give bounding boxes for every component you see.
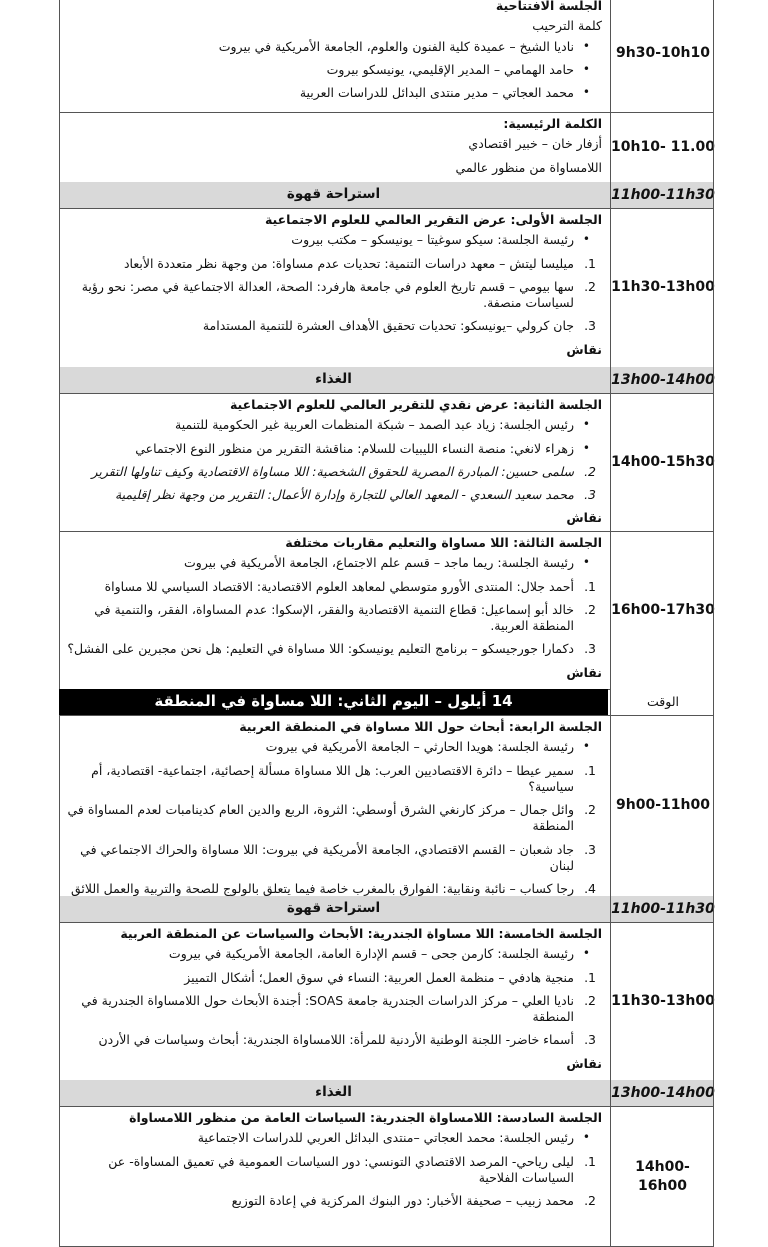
schedule-row-break bbox=[59, 182, 714, 209]
time-slot: 9h30-10h10 bbox=[610, 0, 715, 112]
session-title: الجلسة الثالثة: اللا مساواة والتعليم مقاربات مختلفة bbox=[285, 535, 602, 550]
item-number: .2 bbox=[584, 802, 596, 817]
item-number: .2 bbox=[584, 278, 596, 294]
item-text: سها بيومي – قسم تاريخ العلوم في جامعة هارفرد: الصحة، العدالة الاجتماعية في مصر: نحو رؤية لسياسات منصفة. bbox=[81, 278, 574, 310]
session-content bbox=[59, 1106, 608, 1246]
session-title: الجلسة السادسة: اللامساواة الجندرية: السياسات العامة من منظور اللامساواة bbox=[129, 1110, 602, 1125]
session-title: الجلسة الثانية: عرض نقدي للتقرير العالمي للعلوم الاجتماعية bbox=[229, 397, 602, 412]
list-item bbox=[65, 487, 602, 503]
list-item bbox=[65, 1032, 602, 1048]
list-item bbox=[65, 802, 602, 835]
item-number: .3 bbox=[584, 318, 596, 334]
speaker-item: • ناديا الشيخ – عميدة كلية الفنون والعلوم، الجامعة الأمريكية في بيروت bbox=[65, 39, 602, 55]
session-chair: • رئيسة الجلسة: كارمن جحى – قسم الإدارة العامة، الجامعة الأمريكية في بيروت bbox=[65, 946, 602, 962]
item-text: محمد سعيد السعدي - المعهد العالي للتجارة وإدارة الأعمال: التقرير من وجهة نظر إقليمية bbox=[114, 487, 574, 502]
list-item bbox=[65, 842, 602, 875]
time-slot: 14h00-16h00 bbox=[610, 1106, 714, 1246]
item-text: دكمارا جورجيسكو – برنامج التعليم يونيسكو: اللا مساواة في التعليم: هل نحن مجبرين على الفشل؟ bbox=[67, 641, 574, 657]
discussion-label: نقاش bbox=[566, 1055, 602, 1071]
item-number: .2 bbox=[584, 463, 596, 479]
item-text: ليلى رياحي- المرصد الاقتصادي التونسي: دور السياسات العمومية في تعميق المساواة- عن السياسات الفلاحية bbox=[108, 1153, 574, 1185]
session-chair: • رئيسة الجلسة: ريما ماجد – قسم علم الاجتماع، الجامعة الأمريكية في بيروت bbox=[65, 555, 602, 571]
list-item bbox=[65, 1154, 602, 1187]
list-item bbox=[65, 993, 602, 1026]
schedule-row-session-3 bbox=[59, 531, 714, 690]
item-text: وائل جمال – مركز كارنغي الشرق أوسطي: الثروة، الربع والدين العام كدينامبات لعدم المساواة في المنطقة bbox=[67, 802, 574, 834]
session-content bbox=[59, 0, 608, 112]
schedule-row-session-6 bbox=[59, 1106, 714, 1247]
session-content bbox=[59, 208, 608, 367]
session-title: الجلسة الافتتاحية bbox=[495, 0, 602, 13]
discussion-label: نقاش bbox=[566, 510, 602, 526]
session-title: الجلسة الخامسة: اللا مساواة الجندرية: الأبحاث والسياسات عن المنطقة العربية bbox=[120, 926, 602, 941]
time-slot: 11h00-11h30 bbox=[610, 896, 715, 922]
list-item bbox=[65, 763, 602, 796]
keynote-speaker: أزفار خان – خبير اقتصادي bbox=[468, 136, 602, 152]
session-title: الكلمة الرئيسية: bbox=[503, 116, 602, 131]
item-number: .1 bbox=[584, 1153, 596, 1169]
break-label: استراحة قهوة bbox=[286, 186, 381, 203]
session-chair: • رئيس الجلسة: زياد عبد الصمد – شبكة المنظمات العربية غير الحكومية للتنمية bbox=[65, 417, 602, 433]
time-slot: 13h00-14h00 bbox=[610, 367, 715, 393]
time-slot: 16h00-17h30 bbox=[610, 531, 715, 689]
time-slot: 11h30-13h00 bbox=[610, 922, 715, 1080]
time-slot: 9h00-11h00 bbox=[610, 715, 715, 896]
session-chair: • رئيسة الجلسة: هويدا الحارثي – الجامعة الأمريكية في بيروت bbox=[65, 739, 602, 755]
schedule-row-session-2 bbox=[59, 393, 714, 532]
item-text: سمير عيطا – دائرة الاقتصاديين العرب: هل اللا مساواة مسألة إحصائية، اجتماعية- اقتصادية، أم سياسية؟ bbox=[91, 762, 574, 794]
keynote-topic: اللامساواة من منظور عالمي bbox=[455, 159, 602, 175]
speaker-item: • حامد الهمامي – المدير الإقليمي، يونيسكو بيروت bbox=[65, 62, 602, 78]
lunch-label: الغذاء bbox=[315, 371, 352, 388]
break-label: استراحة قهوة bbox=[286, 900, 381, 917]
day-two-header-row bbox=[59, 689, 714, 716]
item-number: .1 bbox=[584, 255, 596, 271]
session-content bbox=[59, 922, 608, 1080]
schedule-row-session-5 bbox=[59, 922, 714, 1081]
discussion-label: نقاش bbox=[566, 664, 602, 680]
discussion-label: نقاش bbox=[566, 341, 602, 357]
session-content bbox=[59, 393, 608, 531]
session-content bbox=[59, 715, 608, 896]
item-text: منجية هادفي – منظمة العمل العربية: النساء في سوق العمل؛ أشكال التمييز bbox=[184, 969, 574, 985]
schedule-row-lunch bbox=[59, 1080, 714, 1107]
item-number: .3 bbox=[584, 487, 596, 502]
time-column-header: الوقت bbox=[610, 689, 715, 715]
item-text: رجا كساب – نائبة ونقابية: الفوارق بالمغرب خاصة فيما يتعلق بالولوج للصحة والتربية والعمل اللائق bbox=[70, 881, 574, 896]
schedule-row-lunch bbox=[59, 367, 714, 394]
list-item bbox=[65, 318, 602, 334]
lunch-label: الغذاء bbox=[315, 1084, 352, 1101]
item-text: جان كرولي –يونيسكو: تحديات تحقيق الأهداف العشرة للتنمية المستدامة bbox=[202, 318, 574, 334]
item-number: .1 bbox=[584, 762, 596, 778]
session-content bbox=[59, 531, 608, 689]
session-chair: • رئيسة الجلسة: سيكو سوغيتا – يونيسكو – مكتب بيروت bbox=[65, 232, 602, 248]
session-content bbox=[59, 112, 608, 182]
session-chair: • رئيس الجلسة: محمد العجاتي –منتدى البدائل العربي للدراسات الاجتماعية bbox=[65, 1130, 602, 1146]
speaker-item: • محمد العجاتي – مدير منتدى البدائل للدراسات العربية bbox=[65, 85, 602, 101]
schedule-row-keynote bbox=[59, 112, 714, 183]
schedule-row-break bbox=[59, 896, 714, 923]
item-number: .1 bbox=[584, 969, 596, 985]
item-number: .3 bbox=[584, 641, 596, 657]
item-number: .3 bbox=[584, 1032, 596, 1048]
time-slot: 13h00-14h00 bbox=[610, 1080, 715, 1106]
session-title: الجلسة الرابعة: أبحاث حول اللا مساواة في المنطقة العربية bbox=[239, 719, 602, 734]
time-slot: 10h10- 11.00 bbox=[610, 112, 715, 182]
item-text: أحمد جلال: المنتدى الأورو متوسطي لمعاهد العلوم الاقتصادية: الاقتصاد السياسي للا مساواة bbox=[104, 578, 574, 594]
item-number: .3 bbox=[584, 841, 596, 857]
item-text: محمد زبيب – صحيفة الأخبار: دور البنوك المركزية في إعادة التوزيع bbox=[231, 1193, 574, 1208]
item-text: خالد أبو إسماعيل: قطاع التنمية الاقتصادية والفقر، الإسكوا: عدم المساواة، الفقر، والتنمية في المنطقة العربية. bbox=[94, 601, 574, 633]
list-item bbox=[65, 1193, 602, 1209]
item-text: ناديا العلي – مركز الدراسات الجندرية جامعة SOAS: أجندة الأبحاث حول اللامساواة الجندرية في المنطقة bbox=[81, 992, 574, 1024]
day-two-title: 14 أيلول – اليوم الثاني: اللا مساواة في المنطقة bbox=[59, 689, 608, 715]
list-item bbox=[65, 279, 602, 312]
item-text: جاد شعبان – القسم الاقتصادي، الجامعة الأمريكية في بيروت: اللا مساواة والحراك الاجتماعي في لبنان bbox=[80, 841, 574, 873]
item-number: .2 bbox=[584, 992, 596, 1008]
schedule-row-session-4 bbox=[59, 715, 714, 897]
time-slot: 11h00-11h30 bbox=[610, 182, 715, 208]
schedule-row-opening bbox=[59, 0, 714, 113]
list-item bbox=[65, 579, 602, 595]
time-slot: 14h00-15h30 bbox=[610, 393, 715, 531]
item-text: أسماء خاضر- اللجنة الوطنية الأردنية للمرأة: اللامساواة الجندرية: أبحاث وسياسات في الأردن bbox=[98, 1032, 574, 1048]
list-item bbox=[65, 602, 602, 635]
time-slot: 11h30-13h00 bbox=[610, 208, 715, 367]
welcome-label: كلمة الترحيب bbox=[532, 18, 602, 34]
schedule-row-session-1 bbox=[59, 208, 714, 368]
session-title: الجلسة الأولى: عرض التقرير العالمي للعلوم الاجتماعية bbox=[264, 212, 602, 227]
item-text: سلمى حسين: المبادرة المصرية للحقوق الشخصية: اللا مساواة الاقتصادية وكيف تناولها التقرير bbox=[91, 463, 574, 479]
list-item bbox=[65, 641, 602, 657]
item-text: ميليسا ليتش – معهد دراسات التنمية: تحديات عدم مساواة: من وجهة نظر متعددة الأبعاد bbox=[123, 255, 574, 271]
list-item bbox=[65, 256, 602, 272]
speaker-item: • زهراء لانغي: منصة النساء الليبيات للسلام: مناقشة التقرير من منظور النوع الاجتماعي bbox=[65, 441, 602, 457]
list-item bbox=[65, 970, 602, 986]
item-number: .4 bbox=[584, 881, 596, 896]
list-item bbox=[65, 464, 602, 480]
list-item bbox=[65, 881, 602, 897]
item-number: .1 bbox=[584, 578, 596, 594]
item-number: .2 bbox=[584, 601, 596, 617]
item-number: .2 bbox=[584, 1193, 596, 1208]
